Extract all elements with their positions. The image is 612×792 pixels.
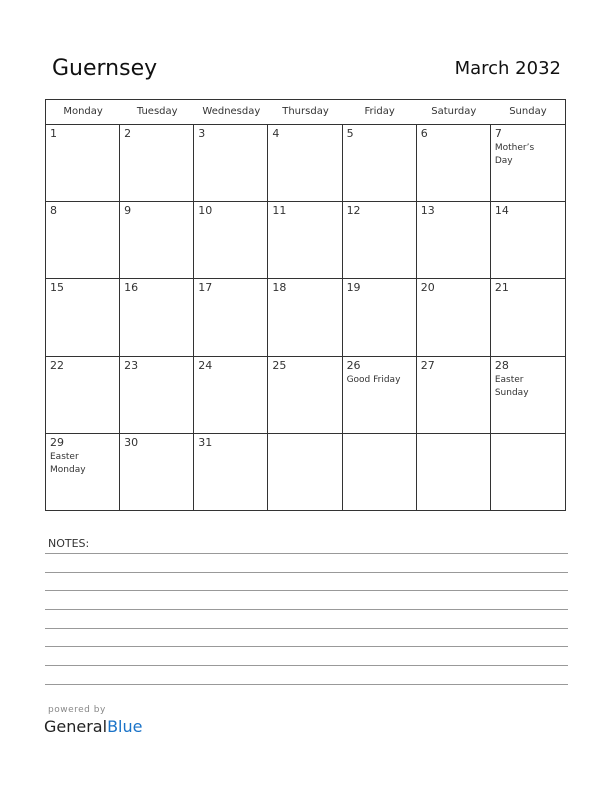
day-cell bbox=[194, 202, 268, 279]
day-cell bbox=[194, 125, 268, 202]
day-cell bbox=[417, 434, 491, 511]
day-cell bbox=[268, 434, 342, 511]
day-number: 29 bbox=[50, 435, 64, 449]
day-cell bbox=[46, 125, 120, 202]
holiday-label: Mother’s bbox=[494, 143, 535, 153]
day-cell bbox=[268, 357, 342, 434]
day-cell bbox=[343, 434, 417, 511]
weekday-label: Friday bbox=[364, 106, 395, 117]
notes-line bbox=[45, 665, 568, 666]
day-cell bbox=[491, 202, 565, 279]
day-cell bbox=[46, 202, 120, 279]
day-number: 20 bbox=[420, 281, 435, 295]
day-number: 11 bbox=[272, 204, 287, 218]
notes-line bbox=[45, 572, 568, 573]
day-cell bbox=[343, 202, 417, 279]
day-cell bbox=[194, 434, 268, 511]
weekday-label: Saturday bbox=[431, 106, 477, 117]
day-number: 13 bbox=[420, 204, 435, 218]
calendar-country-title: Guernsey bbox=[52, 56, 158, 81]
day-number: 24 bbox=[198, 358, 213, 372]
day-cell bbox=[417, 357, 491, 434]
day-number: 21 bbox=[494, 281, 509, 295]
day-cell bbox=[268, 125, 342, 202]
weekday-label: Wednesday bbox=[202, 106, 261, 117]
day-cell bbox=[343, 279, 417, 356]
notes-line bbox=[45, 628, 568, 629]
day-number: 8 bbox=[50, 204, 57, 218]
holiday-label: Monday bbox=[50, 464, 86, 475]
weekday-label: Thursday bbox=[282, 106, 329, 117]
day-number: 18 bbox=[272, 281, 287, 295]
brand-general: General bbox=[44, 717, 108, 736]
day-number: 22 bbox=[50, 358, 64, 372]
day-cell bbox=[417, 125, 491, 202]
day-number: 25 bbox=[272, 358, 287, 372]
day-number: 6 bbox=[420, 127, 428, 140]
day-cell bbox=[491, 434, 565, 511]
notes-line bbox=[45, 553, 568, 554]
day-cell bbox=[491, 357, 565, 434]
day-number: 31 bbox=[198, 435, 213, 449]
day-number: 9 bbox=[124, 204, 132, 218]
day-cell bbox=[46, 434, 120, 511]
notes-line bbox=[45, 609, 568, 610]
day-number: 5 bbox=[346, 127, 354, 140]
day-number: 2 bbox=[124, 127, 132, 140]
brand-blue: Blue bbox=[107, 717, 143, 736]
day-cell bbox=[491, 125, 565, 202]
day-number: 28 bbox=[494, 358, 509, 372]
day-cell bbox=[268, 279, 342, 356]
calendar-month-title: March 2032 bbox=[454, 58, 561, 79]
day-number: 4 bbox=[272, 127, 280, 140]
holiday-label: Easter bbox=[494, 374, 524, 385]
notes-line bbox=[45, 590, 568, 591]
notes-line bbox=[45, 646, 568, 647]
day-cells bbox=[46, 125, 565, 511]
day-cell bbox=[417, 202, 491, 279]
day-cell bbox=[194, 279, 268, 356]
powered-by-text: powered by bbox=[48, 705, 106, 715]
day-cell bbox=[343, 125, 417, 202]
holiday-label: Day bbox=[494, 156, 513, 166]
holiday-label: Sunday bbox=[494, 387, 529, 398]
day-number: 16 bbox=[124, 281, 139, 295]
day-number: 15 bbox=[50, 281, 64, 295]
holiday-label: Good Friday bbox=[346, 374, 401, 385]
day-cell bbox=[120, 279, 194, 356]
weekday-label: Monday bbox=[63, 106, 103, 117]
notes-line bbox=[45, 684, 568, 685]
day-number: 17 bbox=[198, 281, 213, 295]
calendar-grid bbox=[45, 99, 566, 511]
day-cell bbox=[46, 357, 120, 434]
day-cell bbox=[120, 202, 194, 279]
day-cell bbox=[194, 357, 268, 434]
holiday-label: Easter bbox=[50, 451, 79, 462]
weekday-header bbox=[46, 100, 565, 125]
day-number: 26 bbox=[346, 358, 361, 372]
day-cell bbox=[343, 357, 417, 434]
day-number: 12 bbox=[346, 204, 361, 218]
day-cell bbox=[268, 202, 342, 279]
weekday-label: Tuesday bbox=[136, 106, 178, 117]
day-number: 10 bbox=[198, 204, 213, 218]
day-number: 7 bbox=[494, 127, 502, 140]
notes-label: NOTES: bbox=[48, 537, 90, 550]
day-cell bbox=[46, 279, 120, 356]
day-number: 19 bbox=[346, 281, 361, 295]
weekday-label: Sunday bbox=[509, 106, 547, 117]
day-number: 27 bbox=[420, 358, 435, 372]
day-number: 30 bbox=[124, 435, 139, 449]
day-number: 3 bbox=[198, 127, 206, 140]
day-cell bbox=[417, 279, 491, 356]
day-number: 14 bbox=[494, 204, 509, 218]
day-number: 23 bbox=[124, 358, 139, 372]
day-cell bbox=[120, 125, 194, 202]
day-number: 1 bbox=[50, 127, 57, 140]
day-cell bbox=[491, 279, 565, 356]
generalblue-logo[interactable] bbox=[44, 717, 142, 736]
day-cell bbox=[120, 357, 194, 434]
day-cell bbox=[120, 434, 194, 511]
